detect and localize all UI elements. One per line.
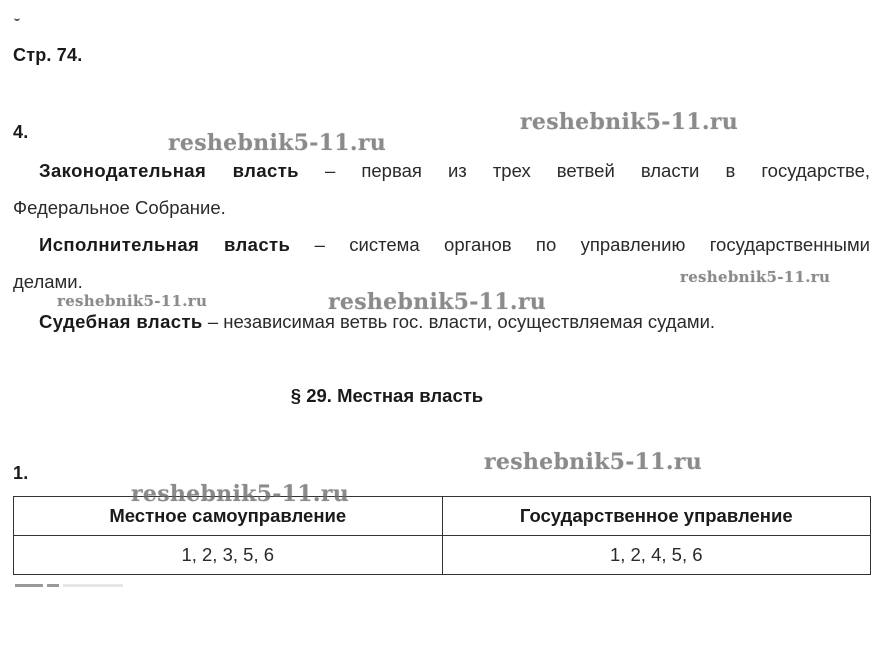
definition-legislative-line1 bbox=[13, 152, 870, 189]
watermark: reshebnik5-11.ru bbox=[680, 268, 831, 286]
definition-legislative-cont: Федеральное Собрание. bbox=[13, 197, 226, 218]
term-legislative: Законодательная власть bbox=[39, 160, 299, 181]
task-4-number: 4. bbox=[13, 122, 29, 142]
table-row bbox=[14, 536, 871, 575]
watermark: reshebnik5-11.ru bbox=[520, 109, 739, 135]
definition-executive-cont: делами. bbox=[13, 271, 83, 292]
definition-judicial-text: – независимая ветвь гос. власти, осуществляемая судами. bbox=[202, 311, 716, 332]
watermark: reshebnik5-11.ru bbox=[168, 130, 387, 156]
table-cell-state: 1, 2, 4, 5, 6 bbox=[442, 536, 871, 575]
watermark: reshebnik5-11.ru bbox=[57, 292, 208, 310]
page-corner-mark bbox=[14, 16, 20, 21]
watermark: reshebnik5-11.ru bbox=[328, 289, 547, 315]
definition-executive-line1 bbox=[13, 226, 870, 263]
definition-legislative-text: – первая из трех ветвей власти в государстве, bbox=[298, 160, 870, 181]
watermark: reshebnik5-11.ru bbox=[131, 481, 350, 507]
table-header-state: Государственное управление bbox=[442, 497, 871, 536]
definition-legislative bbox=[13, 152, 870, 226]
watermark: reshebnik5-11.ru bbox=[484, 449, 703, 475]
term-judicial: Судебная власть bbox=[39, 311, 203, 332]
cut-off-text-fragment bbox=[15, 584, 195, 590]
table-header-local: Местное самоуправление bbox=[14, 497, 443, 536]
task-1-number: 1. bbox=[13, 463, 29, 483]
term-executive: Исполнительная власть bbox=[39, 234, 291, 255]
definition-executive-text: – система органов по управлению государственными bbox=[290, 234, 871, 255]
section-title: § 29. Местная власть bbox=[290, 385, 484, 406]
page-label: Стр. 74. bbox=[13, 45, 83, 65]
answers-table bbox=[13, 496, 871, 575]
table-cell-local: 1, 2, 3, 5, 6 bbox=[14, 536, 443, 575]
